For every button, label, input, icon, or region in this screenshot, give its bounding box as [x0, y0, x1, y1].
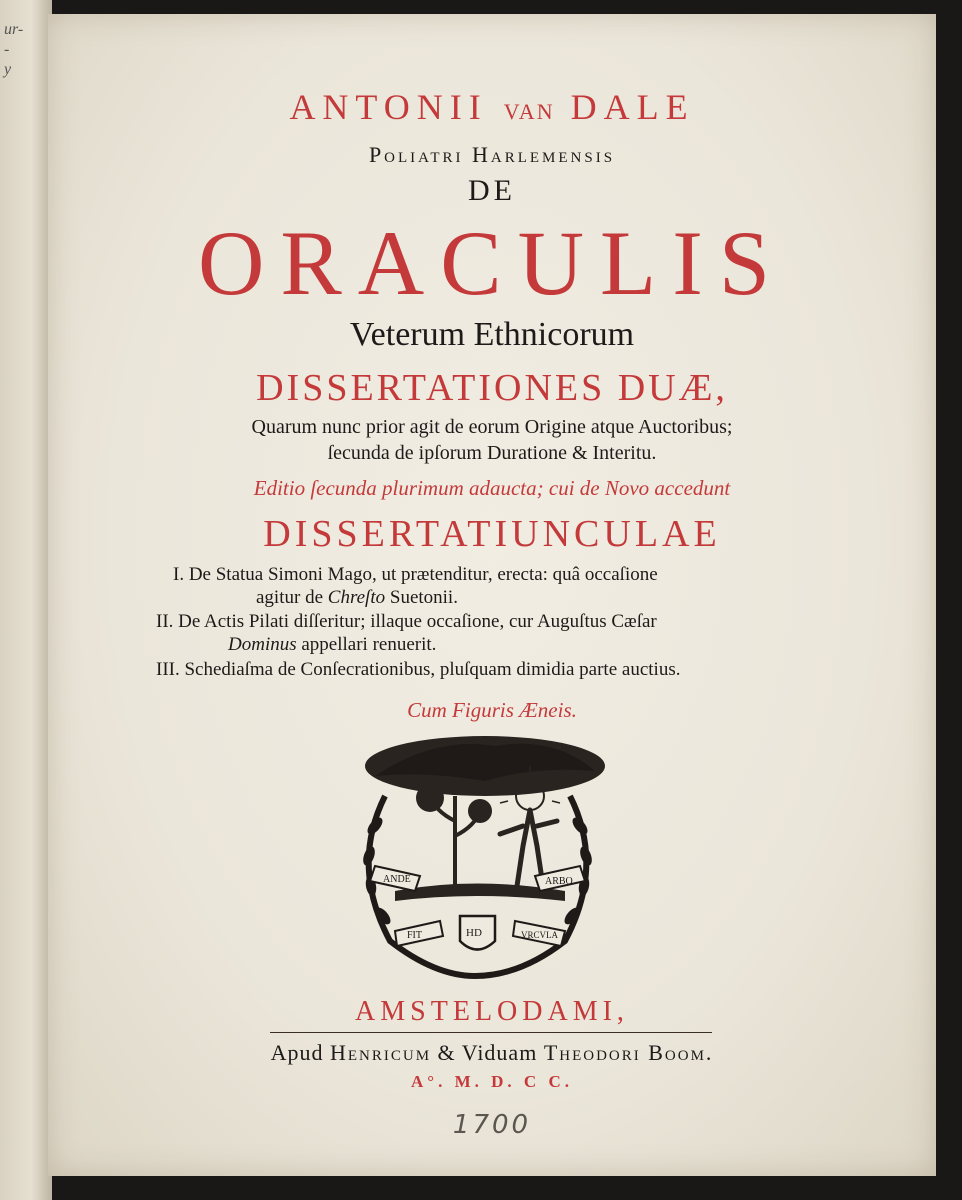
description-line-2: ſecunda de ipſorum Duratione & Interitu. — [327, 442, 657, 464]
ribbon-text-right: ARBO — [545, 876, 573, 887]
contents-item-3: III. Schediaſma de Conſecrationibus, pluſquam dimidia parte auctius. — [156, 659, 681, 680]
title-page — [48, 14, 936, 1176]
author-first-name: ANTONII — [289, 87, 488, 127]
contents-item-2: II. De Actis Pilati diſſeritur; illaque occaſione, cur Auguſtus Cæſar — [156, 611, 657, 632]
imprint-place: AMSTELODAMI, — [355, 996, 629, 1027]
shield-monogram: HD — [466, 927, 482, 939]
publisher-rest: & Viduam — [437, 1040, 538, 1065]
imprint-year: A°. M. D. C C. — [411, 1072, 573, 1091]
item-text: Suetonii. — [389, 587, 458, 608]
imprint-rule — [270, 1032, 712, 1033]
ribbon-text-bottom-left: FIT — [407, 930, 422, 941]
publisher-henricum: Henricum — [329, 1040, 432, 1065]
contents-item-1-cont — [256, 587, 458, 609]
ribbon-text-bottom-right: VRCVLA — [521, 930, 559, 940]
publisher-apud: Apud — [270, 1040, 324, 1065]
author-surname: DALE — [570, 87, 695, 127]
de-line: DE — [468, 174, 516, 207]
author-line — [48, 86, 936, 128]
edition-note: Editio ſecunda plurimum adaucta; cui de Novo accedunt — [253, 476, 731, 500]
item-italic: Chreſto — [327, 587, 386, 608]
item-italic: Dominus — [228, 634, 297, 655]
description-line-1: Quarum nunc prior agit de eorum Origine atque Auctoribus; — [251, 416, 733, 438]
figures-note: Cum Figuris Æneis. — [407, 698, 577, 722]
ribbon-text-left: ANDE — [383, 874, 411, 885]
handwritten-date: 1700 — [452, 1110, 532, 1140]
item-text: agitur de — [256, 587, 324, 608]
contents-item-1: I. De Statua Simoni Mago, ut prætenditur, erecta: quâ occaſione — [173, 564, 658, 585]
author-particle: VAN — [503, 99, 555, 124]
publisher-theodori: Theodori Boom. — [543, 1040, 714, 1065]
dissertatiunculae-heading: DISSERTATIUNCULAE — [263, 513, 721, 555]
item-text: appellari renuerit. — [301, 634, 437, 655]
margin-note: ur- - y — [4, 21, 24, 78]
main-title: ORACULIS — [197, 212, 787, 314]
dissertationes-heading: DISSERTATIONES DUÆ, — [256, 367, 728, 409]
printers-device-vignette — [335, 726, 615, 988]
publisher-line — [48, 1040, 936, 1066]
subtitle: Veterum Ethnicorum — [349, 316, 635, 353]
author-title: Poliatri Harlemensis — [368, 142, 616, 167]
contents-item-2-cont — [228, 634, 436, 656]
previous-leaf — [0, 0, 52, 1200]
